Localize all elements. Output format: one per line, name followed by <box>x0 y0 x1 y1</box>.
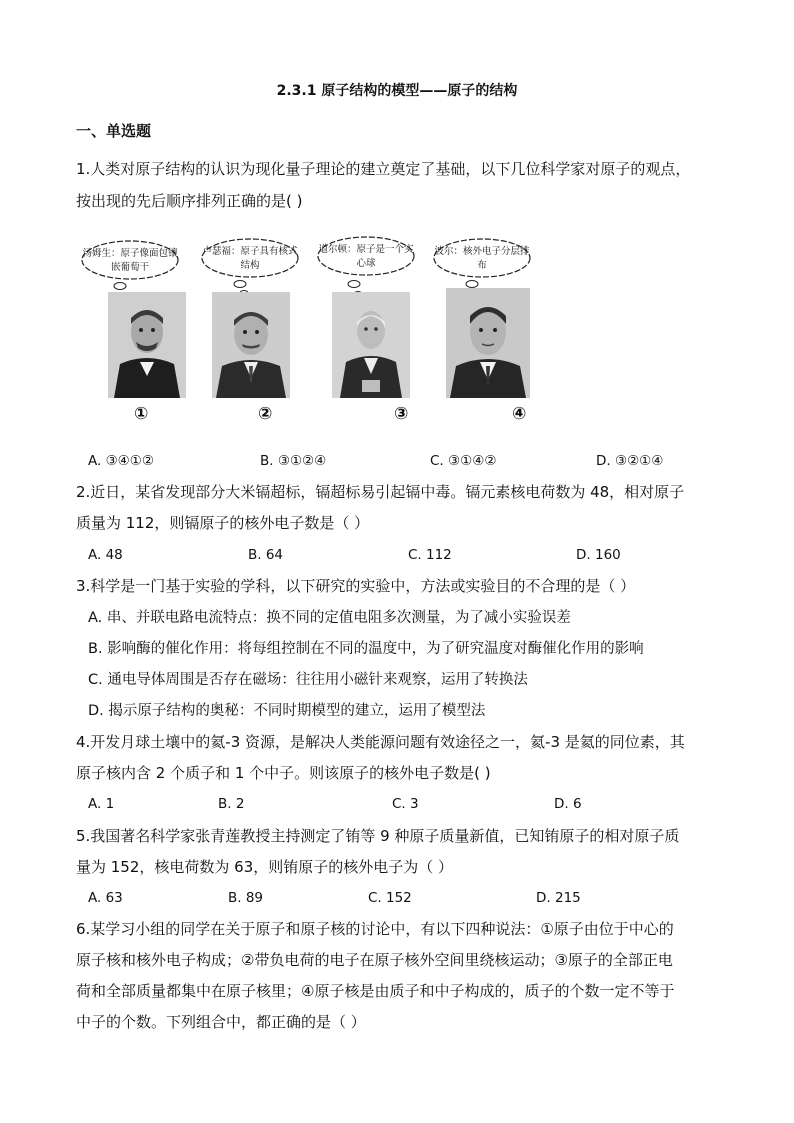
q2-option-d: D. 160 <box>576 547 621 563</box>
q4-option-b: B. 2 <box>218 796 245 812</box>
portrait-thomson <box>108 292 186 398</box>
q5-option-d: D. 215 <box>536 890 581 906</box>
q3-stem: 3.科学是一门基于实验的学科，以下研究的实验中，方法或实验目的不合理的是（ ） <box>76 577 636 595</box>
q1-stem-line1: 1.人类对原子结构的认识为现化量子理论的建立奠定了基础，以下几位科学家对原子的观点， <box>76 160 691 178</box>
q5-stem-line1: 5.我国著名科学家张青莲教授主持测定了铕等 9 种原子质量新值，已知铕原子的相对原子质 <box>76 827 680 845</box>
q5-option-a: A. 63 <box>88 890 123 906</box>
scientists-figure <box>78 232 538 432</box>
q5-option-c: C. 152 <box>368 890 412 906</box>
thought-bubble-dalton <box>316 234 426 282</box>
q1-stem-line2: 按出现的先后顺序排列正确的是( ) <box>76 192 303 210</box>
q6-stem-line2: 原子核和核外电子构成；②带负电荷的电子在原子核外空间里绕核运动；③原子的全部正电 <box>76 951 673 969</box>
q3-option-c: C. 通电导体周围是否存在磁场：往往用小磁针来观察，运用了转换法 <box>88 672 528 688</box>
portrait-bohr <box>446 288 530 398</box>
q3-option-b: B. 影响酶的催化作用：将每组控制在不同的温度中，为了研究温度对酶催化作用的影响 <box>88 641 644 657</box>
portrait-rutherford <box>212 292 290 398</box>
q4-stem-line1: 4.开发月球土壤中的氦-3 资源，是解决人类能源问题有效途径之一，氦-3 是氦的同位素，其 <box>76 733 685 751</box>
q6-stem-line3: 荷和全部质量都集中在原子核里；④原子核是由质子和中子构成的，质子的个数一定不等于 <box>76 982 675 1000</box>
q2-option-a: A. 48 <box>88 547 123 563</box>
q4-option-d: D. 6 <box>554 796 582 812</box>
figure-number-4: ④ <box>512 404 527 424</box>
portrait-dalton <box>332 292 410 398</box>
q2-option-b: B. 64 <box>248 547 284 563</box>
thought-bubble-rutherford <box>200 236 310 284</box>
q3-option-a: A. 串、并联电路电流特点：换不同的定值电阻多次测量，为了减小实验误差 <box>88 610 571 626</box>
q2-option-c: C. 112 <box>408 547 452 563</box>
q1-option-d: D. ③②①④ <box>596 453 664 469</box>
thought-bubble-thomson <box>80 238 190 286</box>
figure-number-2: ② <box>258 404 273 424</box>
q2-stem-line2: 质量为 112，则镉原子的核外电子数是（ ） <box>76 514 370 532</box>
section-heading: 一、单选题 <box>76 122 152 140</box>
q3-option-d: D. 揭示原子结构的奥秘：不同时期模型的建立，运用了模型法 <box>88 703 486 719</box>
q4-stem-line2: 原子核内含 2 个质子和 1 个中子。则该原子的核外电子数是( ) <box>76 764 491 782</box>
q5-stem-line2: 量为 152，核电荷数为 63，则铕原子的核外电子为（ ） <box>76 858 454 876</box>
q4-option-a: A. 1 <box>88 796 115 812</box>
bubble-text-1: 汤姆生：原子像面包镶嵌葡萄干 <box>82 248 178 273</box>
q1-option-b: B. ③①②④ <box>260 453 327 469</box>
bubble-text-3: 道尔顿：原子是一个实心球 <box>318 244 414 269</box>
document-title: 2.3.1 原子结构的模型——原子的结构 <box>276 83 518 99</box>
q6-stem-line1: 6.某学习小组的同学在关于原子和原子核的讨论中，有以下四种说法：①原子由位于中心的 <box>76 920 674 938</box>
figure-number-3: ③ <box>394 404 409 424</box>
q6-stem-line4: 中子的个数。下列组合中，都正确的是（ ） <box>76 1013 366 1031</box>
q2-stem-line1: 2.近日，某省发现部分大米镉超标，镉超标易引起镉中毒。镉元素核电荷数为 48，相对原子 <box>76 483 685 501</box>
bubble-text-4: 波尔：核外电子分层排布 <box>434 246 530 271</box>
figure-number-1: ① <box>134 404 149 424</box>
thought-bubble-bohr <box>432 236 542 284</box>
bubble-text-2: 卢瑟福：原子具有核式结构 <box>202 246 298 271</box>
q1-option-a: A. ③④①② <box>88 453 154 469</box>
q1-option-c: C. ③①④② <box>430 453 497 469</box>
q5-option-b: B. 89 <box>228 890 264 906</box>
q4-option-c: C. 3 <box>392 796 419 812</box>
